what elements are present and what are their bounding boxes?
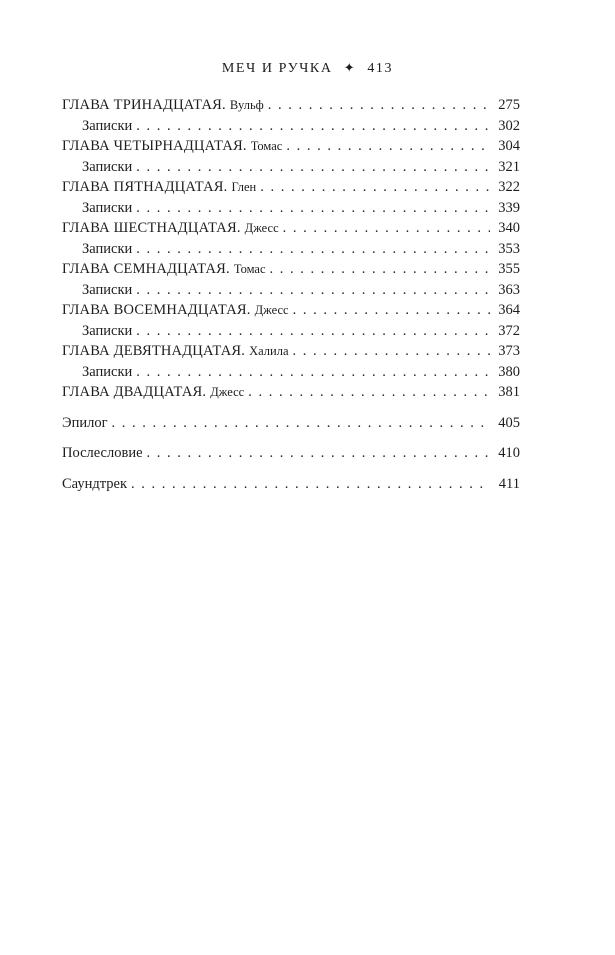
separator-star-icon: ✦ <box>343 60 357 75</box>
toc-entry-title: ГЛАВА СЕМНАДЦАТАЯ. <box>62 261 230 277</box>
toc-entry-chapter-17 <box>62 259 520 280</box>
toc-entry-page: 405 <box>498 414 520 431</box>
dot-leader <box>293 341 491 362</box>
toc-entry-narrator: Томас <box>250 139 283 153</box>
toc-entry-page: 355 <box>498 261 520 277</box>
toc-entry-title: ГЛАВА ШЕСТНАДЦАТАЯ. <box>62 220 241 236</box>
toc-entry-title: ГЛАВА ДЕВЯТНАДЦАТАЯ. <box>62 343 246 359</box>
toc-entry-chapter-14 <box>62 136 520 157</box>
toc-entry-page: 410 <box>498 445 520 461</box>
toc-entry-notes-16 <box>62 239 520 260</box>
dot-leader <box>136 239 490 260</box>
toc-entry-page: 380 <box>498 363 520 380</box>
toc-entry-narrator: Томас <box>233 262 266 276</box>
dot-leader <box>270 259 490 280</box>
toc-entry-title: Записки <box>82 322 133 339</box>
book-title: МЕЧ И РУЧКА <box>221 61 333 76</box>
toc-entry-title: Записки <box>82 158 133 175</box>
dot-leader <box>136 116 490 137</box>
running-head <box>0 60 615 77</box>
toc-entry-page: 372 <box>498 322 520 339</box>
toc-entry-notes-14 <box>62 157 520 178</box>
toc-entry-soundtrack <box>62 474 520 495</box>
toc-entry-title: ГЛАВА ТРИНАДЦАТАЯ. <box>62 97 226 113</box>
toc-entry-page: 275 <box>498 97 520 113</box>
toc-entry-title: Эпилог <box>62 414 108 431</box>
toc-entry-narrator: Глен <box>231 180 257 194</box>
dot-leader <box>248 382 490 403</box>
table-of-contents <box>62 95 520 494</box>
toc-entry-page: 411 <box>498 475 520 492</box>
dot-leader <box>112 413 490 434</box>
toc-entry-chapter-20 <box>62 382 520 403</box>
toc-entry-title: Записки <box>82 363 133 380</box>
toc-entry-title: Записки <box>82 117 133 134</box>
dot-leader <box>136 321 490 342</box>
toc-entry-narrator: Вульф <box>229 98 264 112</box>
toc-entry-narrator: Джесс <box>210 385 245 399</box>
dot-leader <box>293 300 490 321</box>
toc-entry-title: Послесловие <box>62 445 143 461</box>
toc-entry-page: 340 <box>498 220 520 236</box>
toc-entry-chapter-15 <box>62 177 520 198</box>
toc-entry-page: 364 <box>498 302 520 318</box>
toc-entry-title: ГЛАВА ВОСЕМНАДЦАТАЯ. <box>62 302 251 318</box>
dot-leader <box>268 95 490 116</box>
toc-entry-chapter-18 <box>62 300 520 321</box>
toc-entry-page: 363 <box>498 281 520 298</box>
toc-entry-notes-19 <box>62 362 520 383</box>
toc-entry-chapter-13 <box>62 95 520 116</box>
dot-leader <box>136 362 490 383</box>
toc-entry-notes-17 <box>62 280 520 301</box>
toc-entry-title: Записки <box>82 281 133 298</box>
dot-leader <box>136 198 490 219</box>
toc-entry-chapter-16 <box>62 218 520 239</box>
toc-entry-title: Саундтрек <box>62 475 128 492</box>
toc-entry-page: 321 <box>498 158 520 175</box>
dot-leader <box>283 218 490 239</box>
dot-leader <box>136 157 490 178</box>
toc-entry-page: 381 <box>498 384 520 400</box>
toc-entry-page: 353 <box>498 240 520 257</box>
page-number: 413 <box>367 61 394 76</box>
dot-leader <box>147 443 490 464</box>
toc-entry-notes-13 <box>62 116 520 137</box>
dot-leader <box>286 136 490 157</box>
toc-entry-page: 322 <box>498 179 520 195</box>
toc-entry-narrator: Халила <box>249 344 289 358</box>
toc-entry-afterword <box>62 443 520 464</box>
toc-entry-page: 304 <box>498 138 520 154</box>
toc-entry-narrator: Джесс <box>254 303 289 317</box>
toc-entry-title: Записки <box>82 199 133 216</box>
dot-leader <box>136 280 490 301</box>
dot-leader <box>260 177 490 198</box>
dot-leader <box>131 474 490 495</box>
toc-entry-narrator: Джесс <box>244 221 279 235</box>
toc-entry-title: ГЛАВА ПЯТНАДЦАТАЯ. <box>62 179 228 195</box>
toc-entry-notes-18 <box>62 321 520 342</box>
toc-entry-page: 339 <box>498 199 520 216</box>
toc-entry-notes-15 <box>62 198 520 219</box>
toc-entry-epilogue <box>62 413 520 434</box>
toc-entry-title: ГЛАВА ДВАДЦАТАЯ. <box>62 384 207 400</box>
toc-entry-page: 373 <box>498 343 520 359</box>
toc-entry-title: Записки <box>82 240 133 257</box>
toc-entry-page: 302 <box>498 117 520 134</box>
toc-entry-title: ГЛАВА ЧЕТЫРНАДЦАТАЯ. <box>62 138 247 154</box>
toc-entry-chapter-19 <box>62 341 520 362</box>
